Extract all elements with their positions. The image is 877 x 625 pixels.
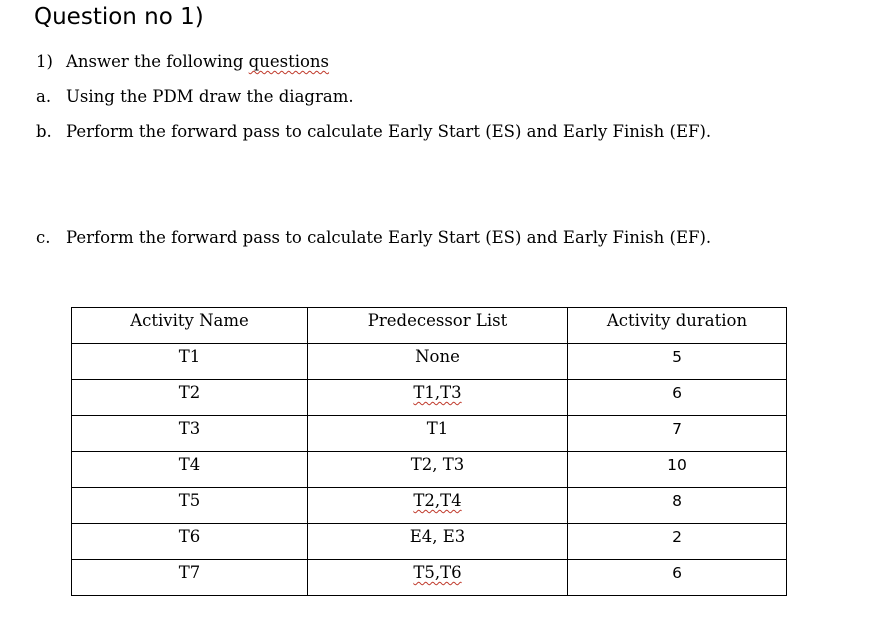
duration-cell: 2 (568, 524, 787, 560)
table-row (72, 416, 787, 452)
activity-cell: T5 (72, 488, 308, 524)
predecessor-cell: T2,T4 (413, 491, 462, 510)
activity-cell: T1 (72, 344, 308, 380)
table-row (72, 524, 787, 560)
table-row (72, 344, 787, 380)
duration-cell: 6 (568, 380, 787, 416)
item-text: Perform the forward pass to calculate Early Start (ES) and Early Finish (EF). (66, 122, 712, 141)
predecessor-cell: T1,T3 (413, 383, 462, 402)
activity-cell: T6 (72, 524, 308, 560)
activity-cell: T2 (72, 380, 308, 416)
header-predecessor-list: Predecessor List (308, 308, 568, 344)
table-row (72, 380, 787, 416)
item-text: Answer the following (66, 52, 249, 71)
duration-cell: 8 (568, 488, 787, 524)
predecessor-cell: E4, E3 (308, 524, 568, 560)
header-activity-name: Activity Name (72, 308, 308, 344)
item-marker: c. (36, 228, 51, 247)
header-activity-duration: Activity duration (568, 308, 787, 344)
table-row (72, 560, 787, 596)
activity-cell: T7 (72, 560, 308, 596)
activity-table (71, 307, 787, 596)
table-row (72, 488, 787, 524)
item-text: Perform the forward pass to calculate Early Start (ES) and Early Finish (EF). (66, 228, 712, 247)
table-header-row (72, 308, 787, 344)
predecessor-cell: None (308, 344, 568, 380)
item-marker: 1) (36, 52, 53, 71)
table-row (72, 452, 787, 488)
duration-cell: 10 (568, 452, 787, 488)
duration-cell: 5 (568, 344, 787, 380)
item-text: Using the PDM draw the diagram. (66, 87, 354, 106)
page-title: Question no 1) (34, 4, 204, 30)
spellcheck-underlined-word: questions (248, 52, 330, 71)
predecessor-cell: T2, T3 (308, 452, 568, 488)
predecessor-cell: T5,T6 (413, 563, 462, 582)
activity-cell: T4 (72, 452, 308, 488)
duration-cell: 7 (568, 416, 787, 452)
activity-cell: T3 (72, 416, 308, 452)
duration-cell: 6 (568, 560, 787, 596)
item-marker: a. (36, 87, 52, 106)
predecessor-cell: T1 (308, 416, 568, 452)
item-marker: b. (36, 122, 52, 141)
